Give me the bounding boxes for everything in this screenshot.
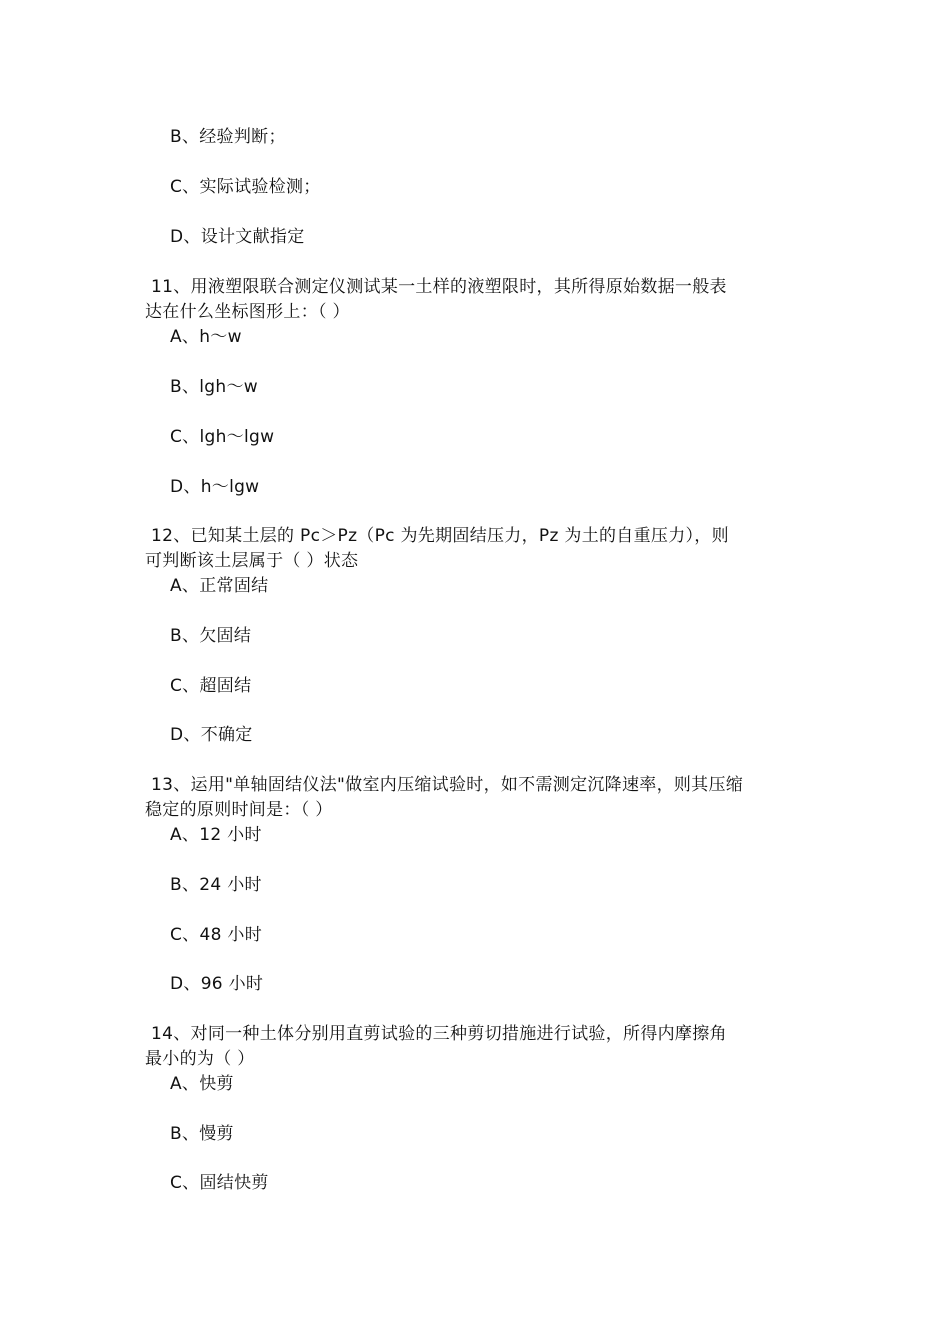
question-12-line-1: 12、已知某土层的 Pc＞Pz（Pc 为先期固结压力，Pz 为土的自重压力），则: [151, 526, 729, 546]
option-b: B、24 小时: [170, 875, 262, 895]
question-11-line-2: 达在什么坐标图形上：（ ）: [145, 302, 350, 322]
option-b: B、欠固结: [170, 626, 252, 646]
option-b: B、慢剪: [170, 1124, 234, 1144]
option-d: D、h～lgw: [170, 477, 260, 497]
option-a: A、快剪: [170, 1074, 234, 1094]
option-c: C、固结快剪: [170, 1173, 269, 1193]
option-d: D、设计文献指定: [170, 227, 305, 247]
option-a: A、h～w: [170, 327, 242, 347]
option-c: C、lgh～lgw: [170, 427, 275, 447]
question-13-line-1: 13、运用"单轴固结仪法"做室内压缩试验时，如不需测定沉降速率，则其压缩: [151, 775, 744, 795]
option-a: A、12 小时: [170, 825, 262, 845]
option-d: D、96 小时: [170, 974, 264, 994]
question-12-line-2: 可判断该土层属于（ ）状态: [145, 551, 359, 571]
option-d: D、不确定: [170, 725, 253, 745]
question-13-line-2: 稳定的原则时间是：（ ）: [145, 800, 333, 820]
option-b: B、经验判断；: [170, 127, 286, 147]
question-14-line-1: 14、对同一种土体分别用直剪试验的三种剪切措施进行试验，所得内摩擦角: [151, 1024, 727, 1044]
option-c: C、48 小时: [170, 925, 263, 945]
option-b: B、lgh～w: [170, 377, 258, 397]
question-14-line-2: 最小的为（ ）: [145, 1049, 255, 1069]
question-11-line-1: 11、用液塑限联合测定仪测试某一土样的液塑限时，其所得原始数据一般表: [151, 277, 727, 297]
option-a: A、正常固结: [170, 576, 269, 596]
option-c: C、实际试验检测；: [170, 177, 321, 197]
option-c: C、超固结: [170, 676, 252, 696]
